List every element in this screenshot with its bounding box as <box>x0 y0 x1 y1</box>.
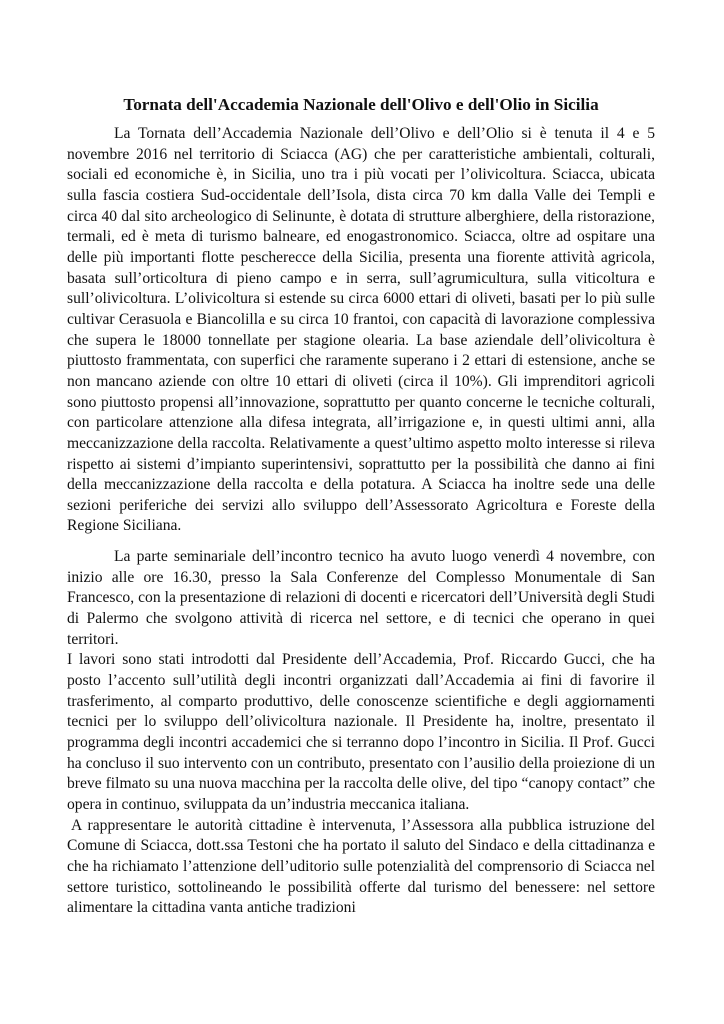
paragraph-seminar: La parte seminariale dell’incontro tecnico ha avuto luogo venerdì 4 novembre, con inizio alle ore 16.30, presso la Sala Conferenze del Complesso Monumentale di San Francesco, con la presentazione di relazioni di docenti e ricercatori dell’Università degli Studi di Palermo che svolgono attività di ricerca nel settore, e di tecnici che operano in quei territori. <box>67 548 655 648</box>
paragraph-introduction: La Tornata dell’Accademia Nazionale dell’Olivo e dell’Olio si è tenuta il 4 e 5 novembre 2016 nel territorio di Sciacca (AG) che per caratteristiche ambientali, colturali, sociali ed economiche è, in Sicilia, uno tra i più vocati per l’olivicoltura. Sciacca, ubicata sulla fascia costiera Sud-occidentale dell’Isola, dista circa 70 km dalla Valle dei Templi e circa 40 dal sito archeologico di Selinunte, è dotata di strutture alberghiere, della ristorazione, termali, ed è meta di turismo balneare, ed enogastronomico. Sciacca, oltre ad ospitare una delle più importanti flotte pescherecce della Sicilia, presenta una fiorente attività agricola, basata sull’orticoltura di pieno campo e in serra, sull’agrumicultura, sulla viticoltura e sull’olivicoltura. L’olivicoltura si estende su circa 6000 ettari di oliveti, basati per lo più sulle cultivar Cerasuola e Biancolilla e su circa 10 frantoi, con capacità di lavorazione complessiva che supera le 18000 tonnellate per stagione olearia. La base aziendale dell’olivicoltura è piuttosto frammentata, con superfici che raramente superano i 2 ettari di estensione, anche se non mancano aziende con oltre 10 ettari di oliveti (circa il 10%). Gli imprenditori agricoli sono piuttosto propensi all’innovazione, soprattutto per quanto concerne le tecniche colturali, con particolare attenzione alla difesa integrata, all’irrigazione e, in questi ultimi anni, alla meccanizzazione della raccolta. Relativamente a quest’ultimo aspetto molto interesse si rileva rispetto ai sistemi d’impianto superintensivi, soprattutto per la possibilità che danno ai fini della meccanizzazione della raccolta e della potatura. A Sciacca ha inoltre sede una delle sezioni periferiche dei servizi allo sviluppo dell’Assessorato Agricoltura e Foreste della Regione Siciliana. <box>67 125 655 535</box>
paragraph-president: I lavori sono stati introdotti dal Presidente dell’Accademia, Prof. Riccardo Gucci, che ha posto l’accento sull’utilità degli incontri organizzati dall’Accademia ai fini di favorire il trasferimento, al comparto produttivo, delle conoscenze scientifiche e degli aggiornamenti tecnici per lo sviluppo dell’olivicoltura nazionale. Il Presidente ha, inoltre, presentato il programma degli incontri accademici che si terranno dopo l’incontro in Sicilia. Il Prof. Gucci ha concluso il suo intervento con un contributo, presentato con l’ausilio della proiezione di un breve filmato su una nuova macchina per la raccolta delle olive, del tipo “canopy contact” che opera in continuo, sviluppata da un’industria meccanica italiana. <box>67 651 655 813</box>
document-page <box>67 93 655 919</box>
paragraph-authorities: A rappresentare le autorità cittadine è intervenuta, l’Assessora alla pubblica istruzione del Comune di Sciacca, dott.ssa Testoni che ha portato il saluto del Sindaco e della cittadinanza e che ha richiamato l’attenzione dell’uditorio sulle potenzialità del comprensorio di Sciacca nel settore turistico, sottolineando le possibilità offerte dal turismo del benessere: nel settore alimentare la cittadina vanta antiche tradizioni <box>67 816 655 917</box>
document-title: Tornata dell'Accademia Nazionale dell'Olivo e dell'Olio in Sicilia <box>123 95 599 114</box>
